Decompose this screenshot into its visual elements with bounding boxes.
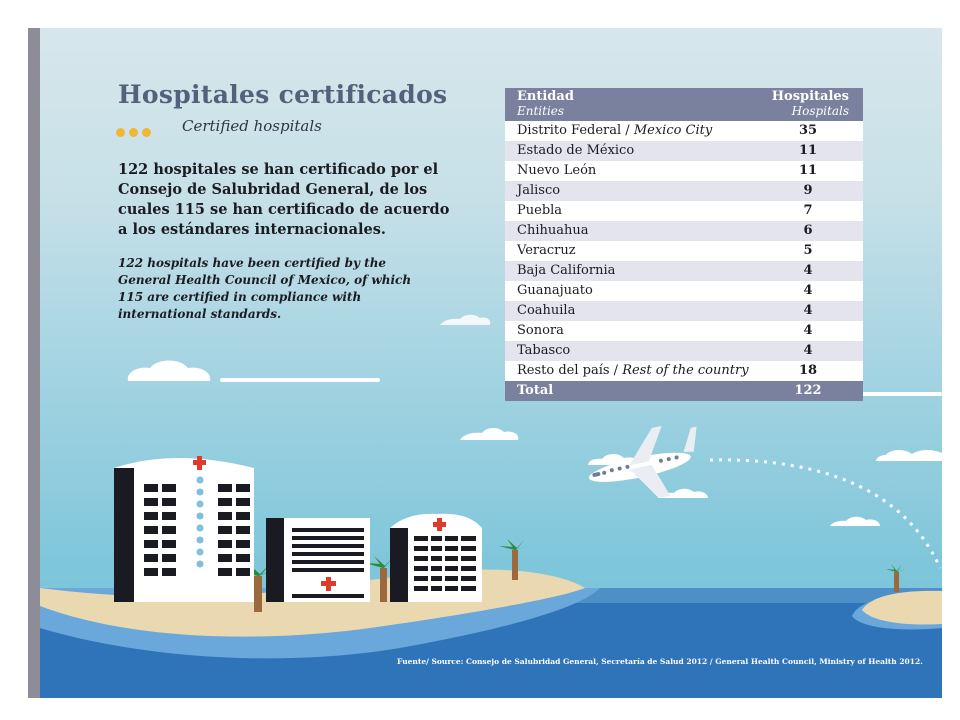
hospital-building-3	[390, 514, 482, 602]
hospital-building-1	[114, 456, 254, 602]
cloud-right-low	[830, 517, 880, 526]
table-row: Baja California 4	[505, 261, 863, 281]
cloud-mid	[440, 315, 490, 325]
table-row: Puebla 7	[505, 201, 863, 221]
table-row: Coahuila 4	[505, 301, 863, 321]
flight-path	[710, 460, 940, 568]
cloud-strip-left	[220, 378, 380, 382]
document-frame	[28, 28, 942, 698]
table-row: Distrito Federal / Mexico City 35	[505, 121, 863, 141]
infographic-page	[40, 28, 942, 698]
page-title: Hospitales certificados	[118, 80, 448, 109]
paragraph-english: 122 hospitals have been certified by the General Health Council of Mexico, of which 115 are certified in compliance with international standards.	[118, 256, 412, 321]
hospital-building-2	[266, 518, 370, 602]
table-row: Veracruz 5	[505, 241, 863, 261]
hospitals-table	[505, 88, 863, 401]
page-subtitle: Certified hospitals	[182, 117, 322, 135]
table-row: Chihuahua 6	[505, 221, 863, 241]
table-row: Guanajuato 4	[505, 281, 863, 301]
table-row: Resto del país / Rest of the country 18	[505, 361, 863, 381]
cloud-far-right	[876, 450, 942, 461]
source-note: Fuente/ Source: Consejo de Salubridad General, Secretaría de Salud 2012 / General Health Council, Ministry of Health 2012.	[397, 657, 923, 666]
table-row: Sonora 4	[505, 321, 863, 341]
cloud-left	[76, 361, 210, 382]
accent-dots	[116, 122, 155, 141]
paragraph-spanish: 122 hospitales se han certificado por el Consejo de Salubridad General, de los cuales 115 se han certificado de acuerdo a los estándares internacionales.	[118, 161, 450, 238]
table-row: Tabasco 4	[505, 341, 863, 361]
table-row: Nuevo León 11	[505, 161, 863, 181]
header-entity: Entidad Entities	[505, 88, 753, 121]
table-row: Estado de México 11	[505, 141, 863, 161]
cloud-bottom-left	[460, 428, 518, 440]
table-header	[505, 88, 863, 121]
table-total-row: Total 122	[505, 381, 863, 401]
header-hospitals: Hospitales Hospitals	[753, 88, 863, 121]
table-row: Jalisco 9	[505, 181, 863, 201]
